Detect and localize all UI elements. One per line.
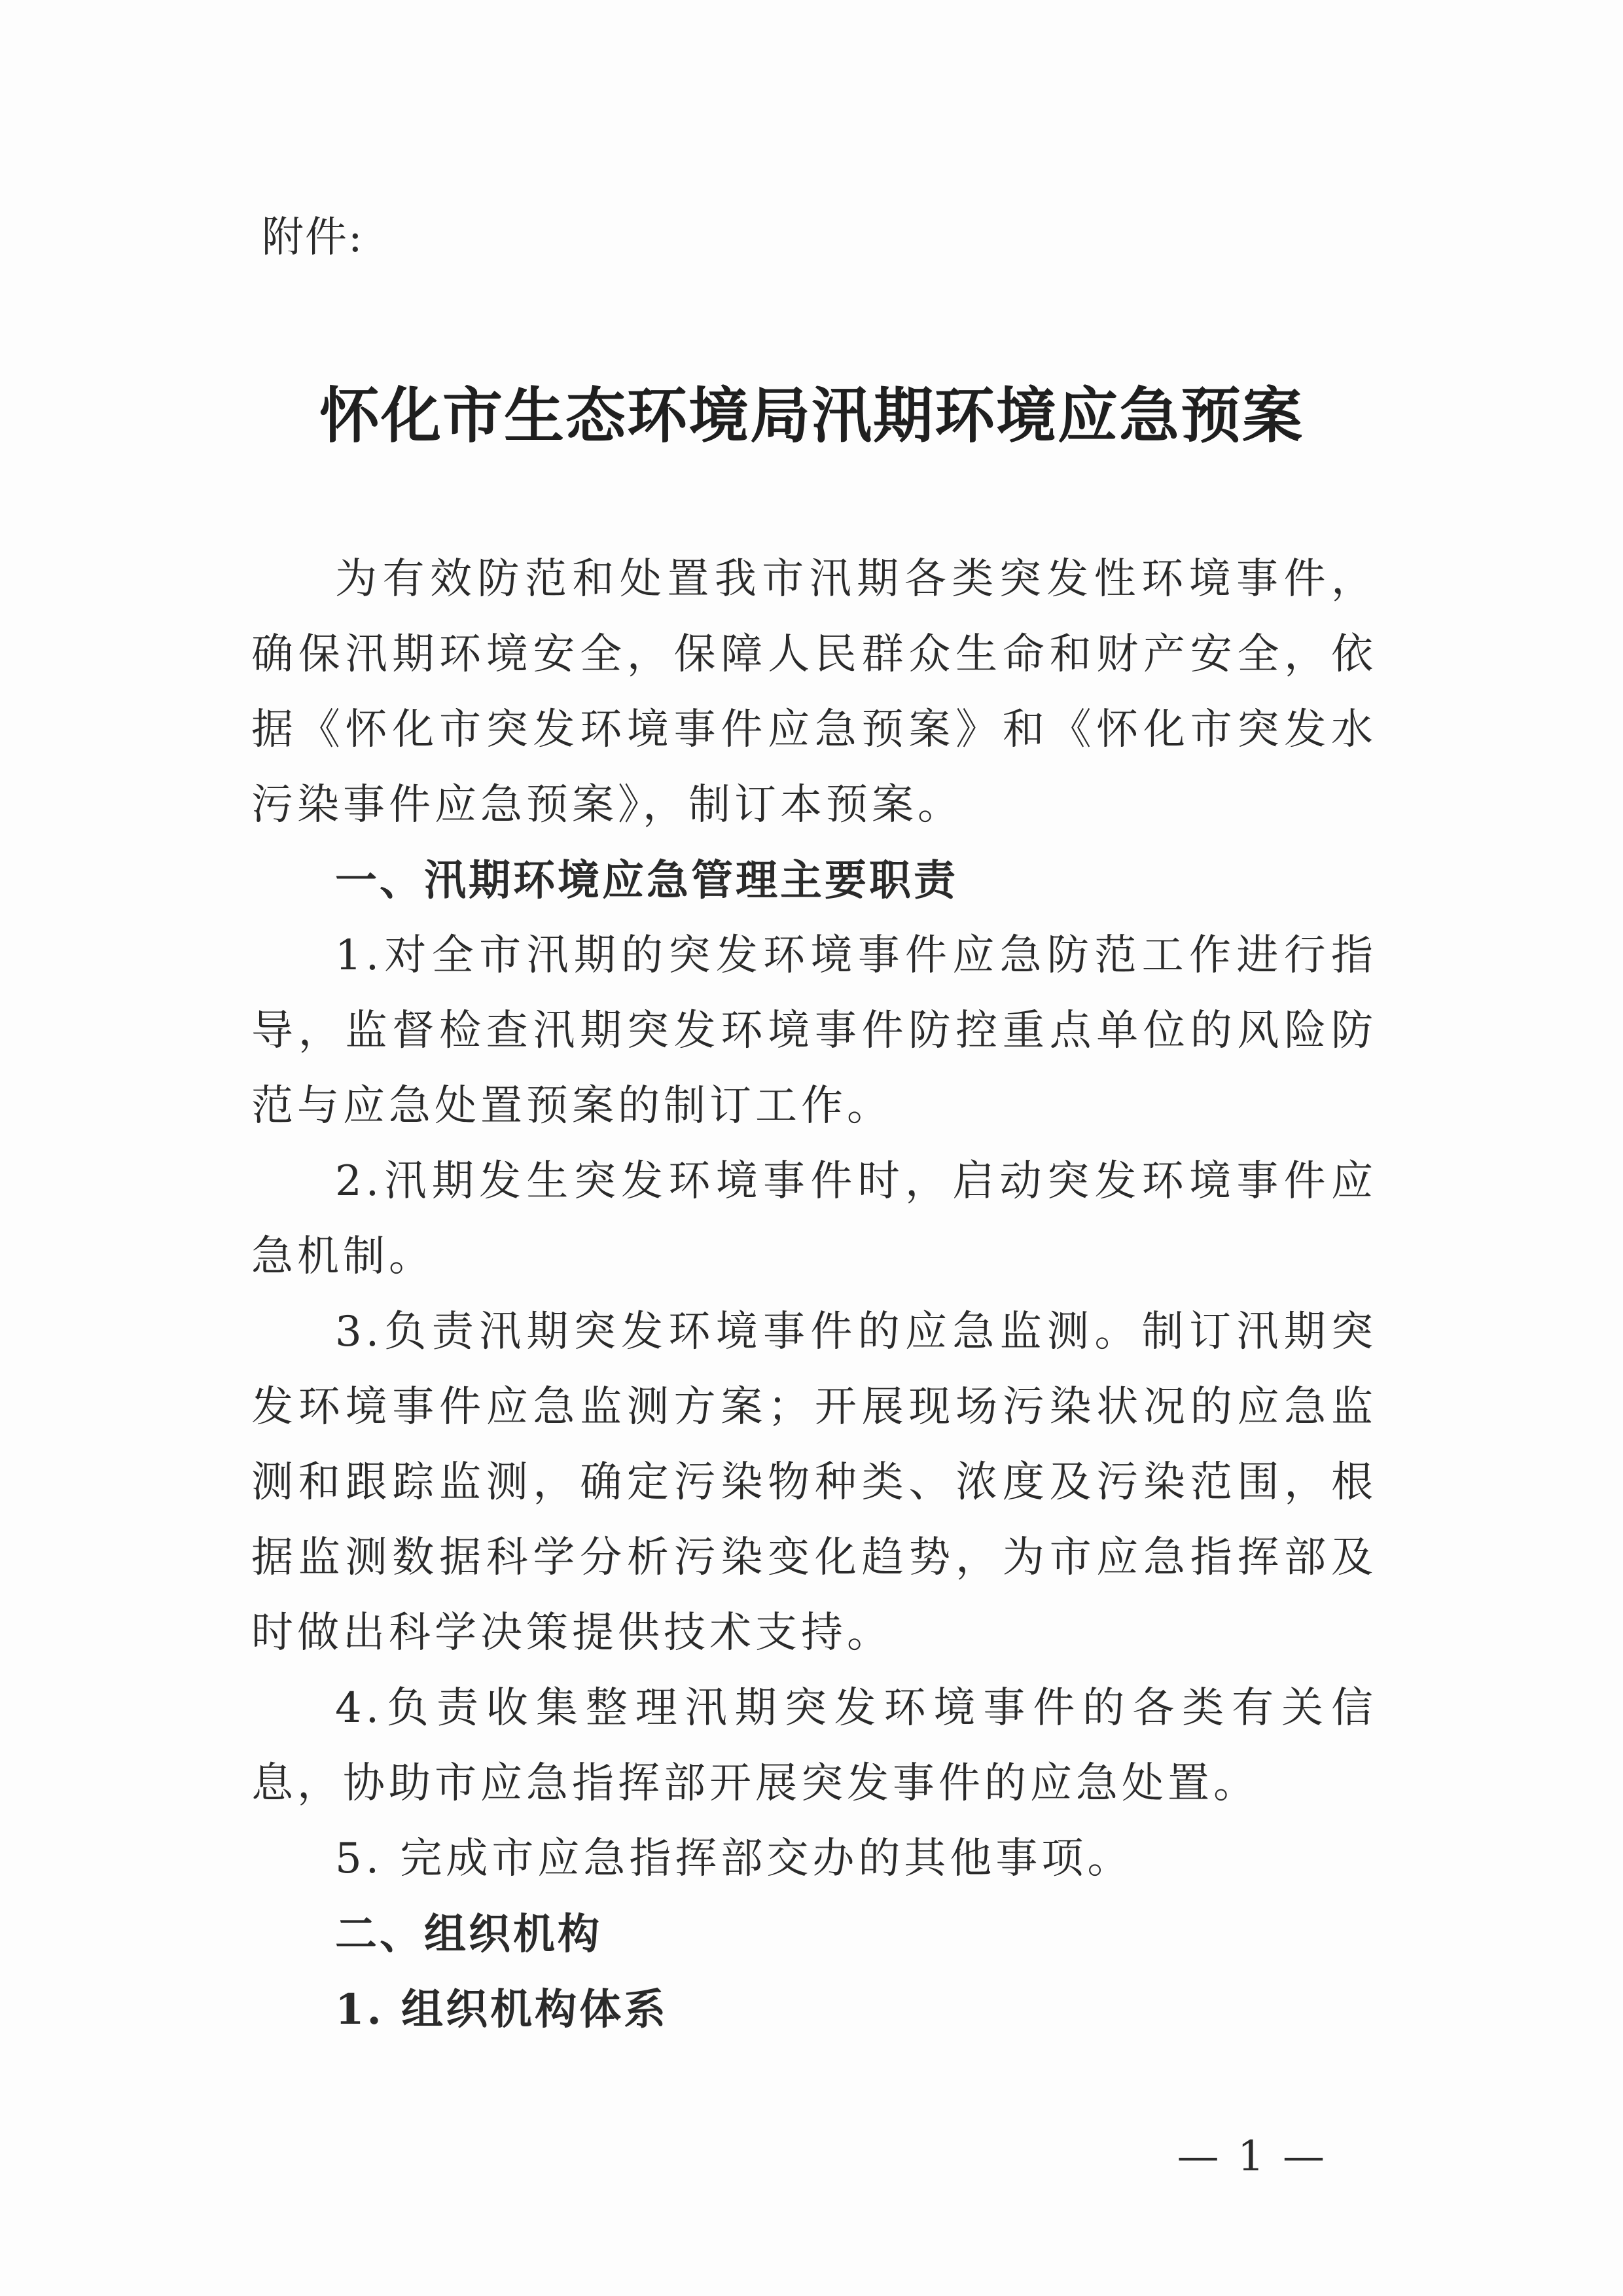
- duty-item-1: 1.对全市汛期的突发环境事件应急防范工作进行指导，监督检查汛期突发环境事件防控重点单位的风险防范与应急处置预案的制订工作。: [251, 931, 1377, 1130]
- duty-item-4: 4.负责收集整理汛期突发环境事件的各类有关信息，协助市应急指挥部开展突发事件的应急处置。: [251, 1684, 1377, 1808]
- document-title: 怀化市生态环境局汛期环境应急预案: [319, 380, 1304, 451]
- section-heading-organization: 二、组织机构: [335, 1910, 602, 1959]
- attachment-label: 附件:: [262, 213, 364, 262]
- duty-item-5: 5. 完成市应急指挥部交办的其他事项。: [335, 1835, 1133, 1883]
- duty-item-3: 3.负责汛期突发环境事件的应急监测。制订汛期突发环境事件应急监测方案；开展现场污染状况的应急监测和跟踪监测，确定污染物种类、浓度及污染范围，根据监测数据科学分析污染变化趋势，为市应急指挥部及时做出科学决策提供技术支持。: [251, 1308, 1377, 1657]
- page-number: — 1 —: [1177, 2132, 1327, 2181]
- intro-paragraph: 为有效防范和处置我市汛期各类突发性环境事件，确保汛期环境安全，保障人民群众生命和财产安全，依据《怀化市突发环境事件应急预案》和《怀化市突发水污染事件应急预案》，制订本预案。: [251, 555, 1377, 829]
- document-body: [251, 542, 1377, 2047]
- section-heading-duties: 一、汛期环境应急管理主要职责: [335, 856, 958, 905]
- duty-item-2: 2.汛期发生突发环境事件时，启动突发环境事件应急机制。: [251, 1157, 1377, 1281]
- subheading-organization-system: 1. 组织机构体系: [335, 1985, 669, 2034]
